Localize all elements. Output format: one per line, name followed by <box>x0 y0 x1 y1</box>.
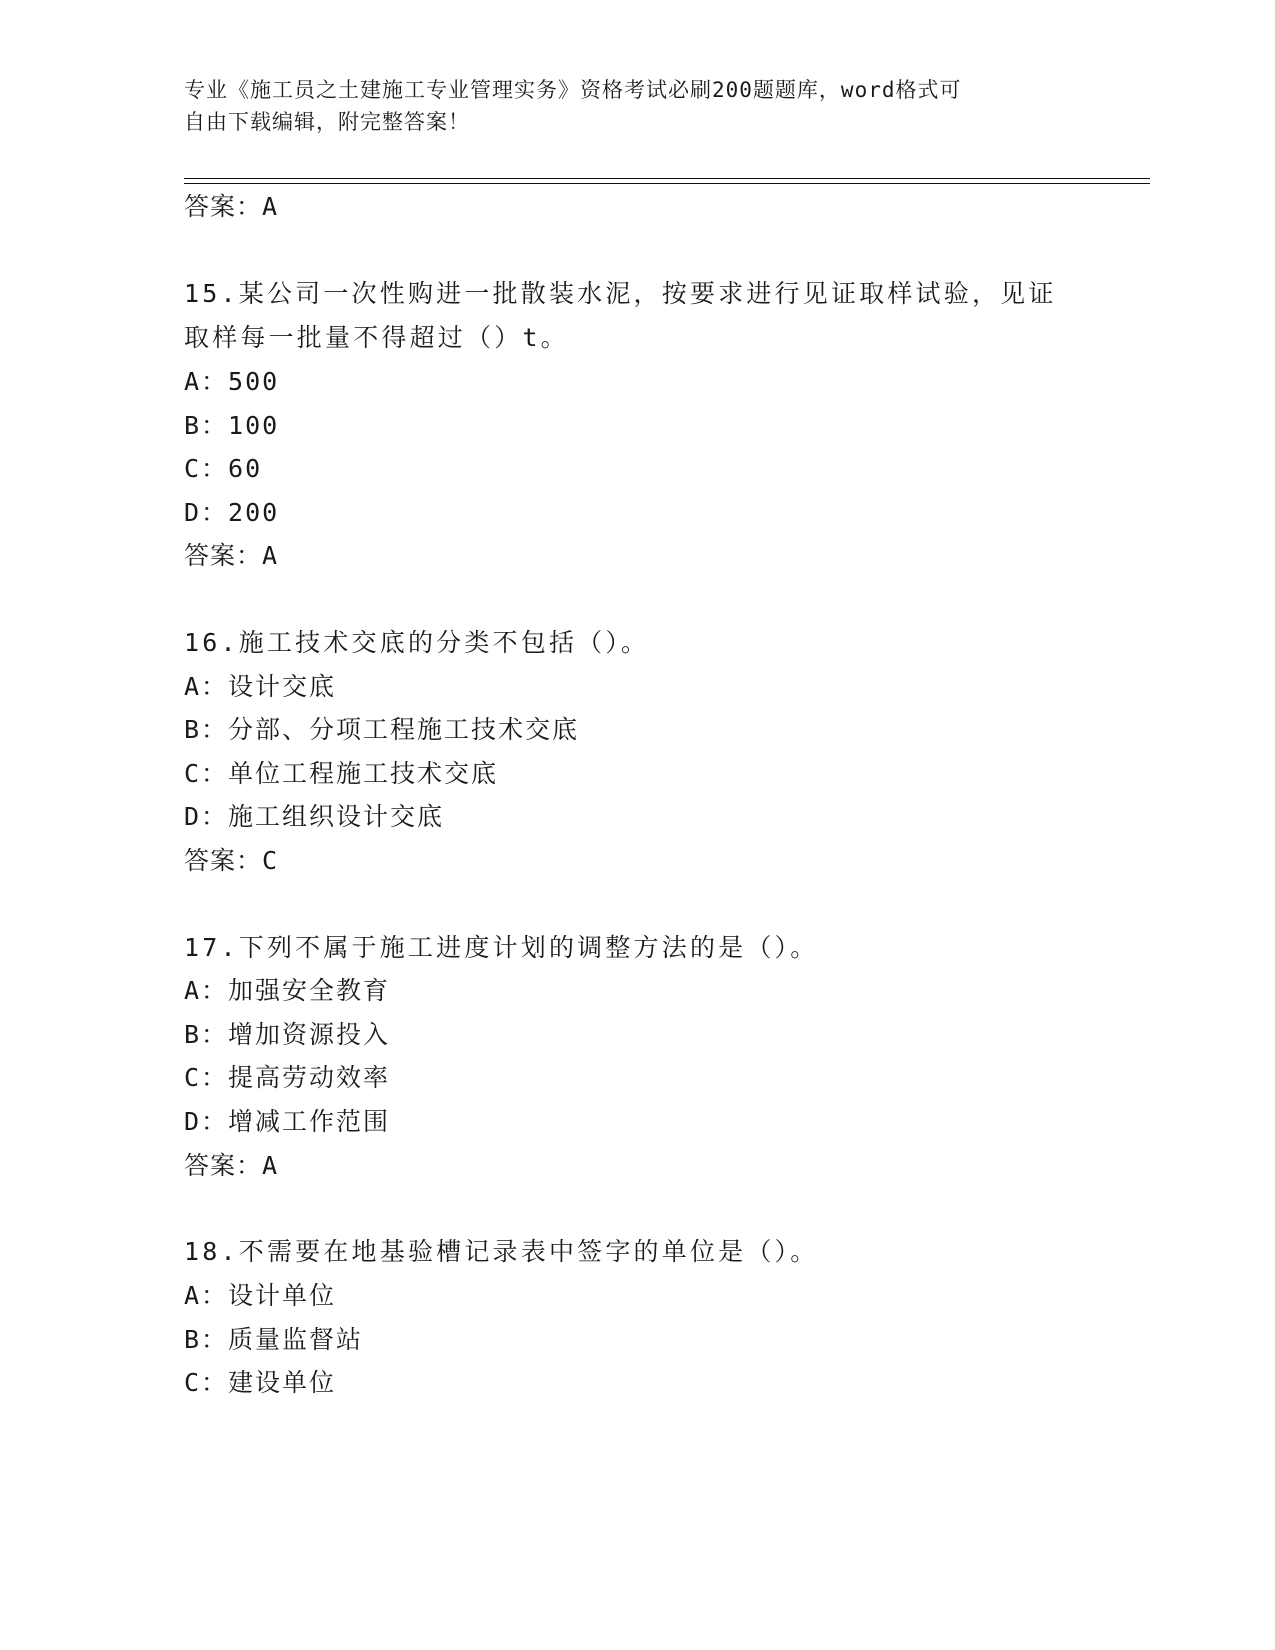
question-17-text: 17.下列不属于施工进度计划的调整方法的是（）。 <box>184 933 819 962</box>
question-15-text-line-1: 15.某公司一次性购进一批散装水泥，按要求进行见证取样试验，见证 <box>184 279 1057 308</box>
question-16-option-b: B：分部、分项工程施工技术交底 <box>184 715 580 744</box>
document-header <box>184 74 1064 138</box>
question-18-text: 18.不需要在地基验槽记录表中签字的单位是（）。 <box>184 1237 819 1266</box>
question-15-option-d: D：200 <box>184 498 280 527</box>
question-16-option-d: D：施工组织设计交底 <box>184 802 445 831</box>
question-18-option-c: C：建设单位 <box>184 1368 337 1397</box>
question-17-option-d: D：增减工作范围 <box>184 1107 391 1136</box>
question-17-option-a: A：加强安全教育 <box>184 976 391 1005</box>
header-line-1: 专业《施工员之土建施工专业管理实务》资格考试必刷200题题库，word格式可 <box>184 78 962 102</box>
header-line-2: 自由下载编辑，附完整答案！ <box>184 110 470 134</box>
question-17-answer: 答案：A <box>184 1151 279 1180</box>
question-16-answer: 答案：C <box>184 846 279 875</box>
question-17-option-b: B：增加资源投入 <box>184 1020 391 1049</box>
question-15-option-a: A：500 <box>184 367 280 396</box>
previous-answer: 答案：A <box>184 192 279 221</box>
question-17-option-c: C：提高劳动效率 <box>184 1063 391 1092</box>
question-15-option-c: C：60 <box>184 454 263 483</box>
header-divider-top <box>184 178 1150 179</box>
question-15-text-line-2: 取样每一批量不得超过（）t。 <box>184 323 569 352</box>
question-15-option-b: B：100 <box>184 411 280 440</box>
question-16-option-a: A：设计交底 <box>184 672 337 701</box>
header-divider-bottom <box>184 183 1150 184</box>
question-16-text: 16.施工技术交底的分类不包括（）。 <box>184 628 650 657</box>
question-18-option-b: B：质量监督站 <box>184 1325 364 1354</box>
question-16-option-c: C：单位工程施工技术交底 <box>184 759 499 788</box>
question-15-answer: 答案：A <box>184 541 279 570</box>
question-18-option-a: A：设计单位 <box>184 1281 337 1310</box>
